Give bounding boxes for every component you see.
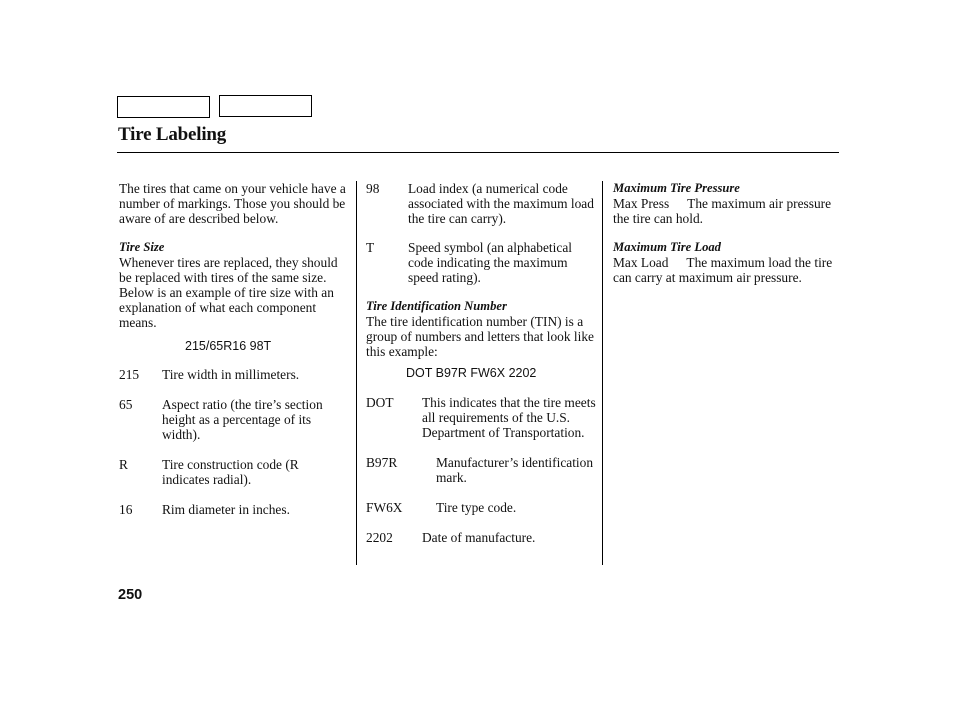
tire-size-item [119, 502, 349, 517]
tire-size-heading: Tire Size [119, 240, 165, 254]
tin-code: FW6X [366, 500, 403, 515]
tin-paragraph: The tire identification number (TIN) is a group of numbers and letters that look like this example: [366, 314, 594, 359]
tin-desc: Tire type code. [436, 500, 517, 515]
tire-size-item [119, 367, 349, 382]
tire-size-code: 16 [119, 502, 133, 517]
tire-size-code: T [366, 240, 375, 255]
tin-desc: Manufacturer’s identification mark. [436, 455, 594, 485]
max-pressure-term: Max Press [613, 196, 670, 211]
tire-size-desc: Rim diameter in inches. [162, 502, 290, 517]
tire-size-desc: Tire construction code (R indicates radial). [162, 457, 299, 487]
tin-desc: Date of manufacture. [422, 530, 536, 545]
tire-size-code: 98 [366, 181, 380, 196]
tin-example: DOT B97R FW6X 2202 [406, 366, 537, 380]
tire-size-desc: Aspect ratio (the tire’s section height as a percentage of its width). [162, 397, 323, 442]
nav-button-2[interactable] [219, 95, 312, 117]
tire-size-desc: Tire width in millimeters. [162, 367, 300, 382]
column-1 [119, 181, 349, 517]
page-number: 250 [118, 587, 143, 603]
column-divider-2 [602, 181, 603, 565]
tire-size-desc: Speed symbol (an alphabetical code indicating the maximum speed rating). [408, 240, 572, 285]
page-title: Tire Labeling [118, 124, 227, 145]
tin-item [366, 500, 596, 515]
tire-size-item [366, 240, 596, 285]
tire-size-item [119, 397, 349, 442]
tire-size-item [119, 457, 349, 487]
max-pressure-text: The maximum air pressure the tire can hold. [613, 196, 832, 226]
tire-size-code: 65 [119, 397, 133, 412]
max-pressure-paragraph [613, 196, 841, 226]
tin-code: 2202 [366, 530, 393, 545]
tin-item [366, 530, 596, 545]
tire-size-example: 215/65R16 98T [185, 339, 272, 353]
max-load-term: Max Load [613, 255, 669, 270]
column-divider-1 [356, 181, 357, 565]
column-3 [613, 181, 841, 285]
intro-paragraph: The tires that came on your vehicle have a number of markings. Those you should be aware of are described below. [119, 181, 346, 226]
tire-size-item [366, 181, 596, 226]
title-rule [117, 152, 839, 153]
tin-code: B97R [366, 455, 398, 470]
nav-button-1[interactable] [117, 96, 210, 118]
column-2 [366, 181, 596, 545]
max-load-text: The maximum load the tire can carry at maximum air pressure. [613, 255, 833, 285]
tire-size-paragraph: Whenever tires are replaced, they should be replaced with tires of the same size. Below is an example of tire size with an explanation of what each component means. [119, 255, 338, 330]
max-load-heading: Maximum Tire Load [613, 240, 721, 254]
tin-desc: This indicates that the tire meets all requirements of the U.S. Department of Transportation. [422, 395, 596, 440]
tire-size-code: 215 [119, 367, 140, 382]
tin-item [366, 455, 596, 485]
max-load-paragraph [613, 255, 841, 285]
max-pressure-heading: Maximum Tire Pressure [613, 181, 740, 195]
tire-size-code: R [119, 457, 128, 472]
tin-code: DOT [366, 395, 394, 410]
tin-heading: Tire Identification Number [366, 299, 507, 313]
tire-size-desc: Load index (a numerical code associated with the maximum load the tire can carry). [408, 181, 594, 226]
tin-item [366, 395, 596, 440]
